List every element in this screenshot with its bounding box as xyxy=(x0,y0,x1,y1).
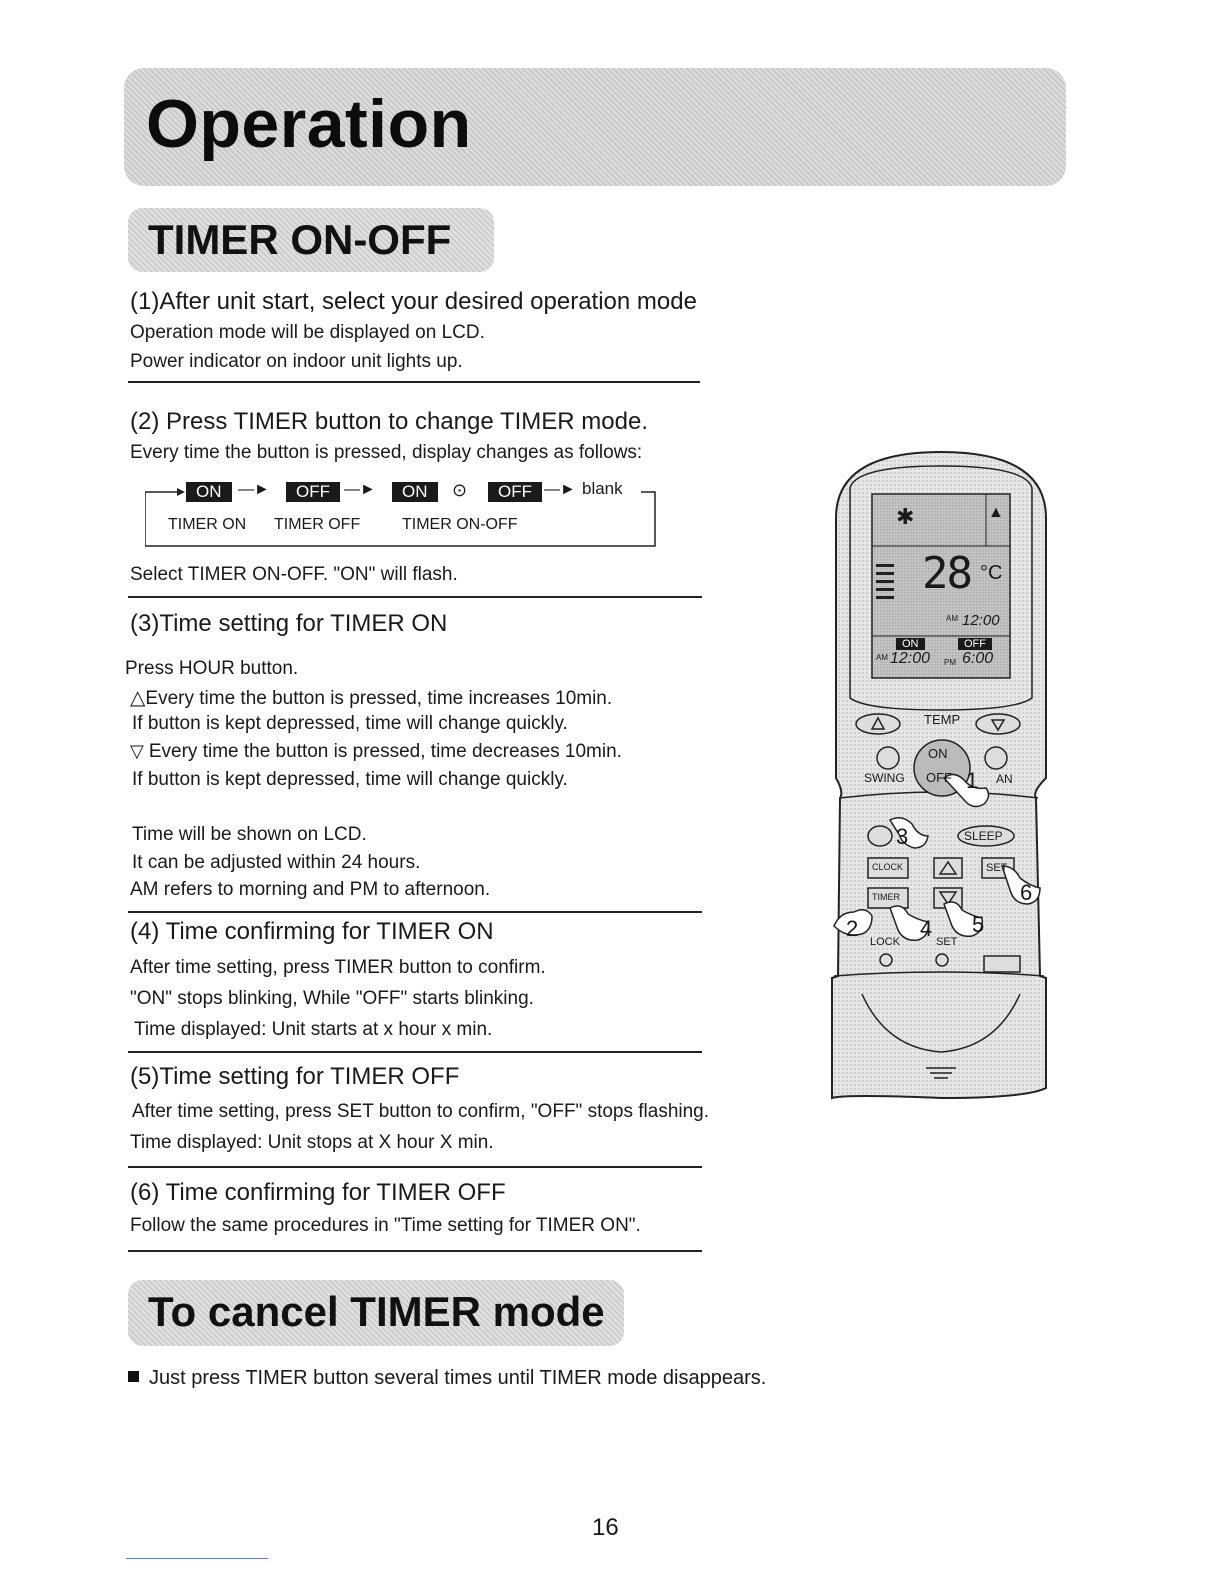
sleep-button-label: SLEEP xyxy=(964,829,1003,843)
step-2-line-1: Every time the button is pressed, display changes as follows: xyxy=(130,442,643,463)
step-4-line-1: After time setting, press TIMER button to confirm. xyxy=(130,957,546,978)
divider xyxy=(128,596,702,598)
temp-button-label: TEMP xyxy=(924,712,961,727)
lcd-clock: 12:00 xyxy=(962,612,1000,629)
section-title-timer: TIMER ON-OFF xyxy=(148,216,452,263)
fan-button-label: AN xyxy=(996,772,1013,786)
lcd-clock-prefix: AM xyxy=(946,614,958,623)
fan-icon: ✱ xyxy=(896,504,915,529)
step-5-line-1: After time setting, press SET button to confirm, "OFF" stops flashing. xyxy=(132,1101,710,1122)
lcd-on-time: 12:00 xyxy=(890,650,931,667)
clock-button-label: CLOCK xyxy=(872,862,904,872)
lcd-timer-off-label: OFF xyxy=(958,638,992,650)
lcd-off-prefix: PM xyxy=(944,658,956,667)
step-1-line-1: Operation mode will be displayed on LCD. xyxy=(130,322,485,343)
arrow-right-icon: —► xyxy=(544,481,576,498)
step-5-line-2: Time displayed: Unit stops at X hour X min. xyxy=(130,1132,494,1153)
reset-button-label: SET xyxy=(936,936,958,948)
step-1-heading: (1)After unit start, select your desired operation mode xyxy=(130,288,697,315)
on-button-label: ON xyxy=(928,746,948,761)
triangle-down-icon: ▽ xyxy=(130,741,149,761)
step-3-heading: (3)Time setting for TIMER ON xyxy=(130,610,448,637)
step-1-line-2: Power indicator on indoor unit lights up. xyxy=(130,351,463,372)
divider xyxy=(128,1166,702,1168)
arrow-right-icon: —► xyxy=(238,481,270,498)
signal-icon: ▲ xyxy=(988,504,1004,521)
callout-5: 5 xyxy=(972,912,985,937)
step-6-line-1: Follow the same procedures in "Time setting for TIMER ON". xyxy=(130,1215,641,1236)
timer-select-note: Select TIMER ON-OFF. "ON" will flash. xyxy=(130,564,458,585)
arrow-right-icon: —► xyxy=(344,481,376,498)
step-3-line-1: Press HOUR button. xyxy=(125,658,299,679)
page-title: Operation xyxy=(146,86,472,162)
cancel-instruction: Just press TIMER button several times until TIMER mode disappears. xyxy=(128,1367,766,1390)
lcd-off-time: 6:00 xyxy=(962,650,994,667)
divider xyxy=(128,911,702,913)
lcd-temperature: 28 xyxy=(922,548,971,599)
swing-button-label: SWING xyxy=(864,771,905,785)
step-3-line-7: It can be adjusted within 24 hours. xyxy=(132,852,421,873)
divider xyxy=(128,1051,702,1053)
footer-line xyxy=(126,1558,268,1559)
blank-label: blank xyxy=(582,479,623,498)
step-5-heading: (5)Time setting for TIMER OFF xyxy=(130,1063,460,1090)
remote-control-illustration xyxy=(826,448,1056,1108)
section-title-cancel: To cancel TIMER mode xyxy=(148,1288,605,1335)
step-4-line-3: Time displayed: Unit starts at x hour x min. xyxy=(134,1019,493,1040)
divider xyxy=(128,1250,702,1252)
lcd-on-prefix: AM xyxy=(876,653,888,662)
square-bullet-icon xyxy=(128,1371,139,1382)
set-button-label: SET xyxy=(986,862,1008,874)
lock-button-label: LOCK xyxy=(870,936,900,948)
step-4-line-2: "ON" stops blinking, While "OFF" starts blinking. xyxy=(130,988,534,1009)
clock-icon: ⊙ xyxy=(452,480,468,500)
page-number: 16 xyxy=(592,1514,619,1541)
lcd-off-indicator: OFF xyxy=(488,482,542,502)
callout-2: 2 xyxy=(846,916,859,941)
step-4-heading: (4) Time confirming for TIMER ON xyxy=(130,918,494,945)
lcd-temperature-unit: °C xyxy=(980,562,1003,584)
callout-1: 1 xyxy=(966,768,979,793)
lcd-timer-on-label: ON xyxy=(896,638,925,650)
divider xyxy=(128,381,700,383)
timer-on-off-label: TIMER ON-OFF xyxy=(402,516,518,533)
timer-button-label: TIMER xyxy=(872,892,900,902)
callout-3: 3 xyxy=(896,824,909,849)
lcd-on-indicator: ON xyxy=(392,482,438,502)
callout-6: 6 xyxy=(1020,880,1033,905)
lcd-on-indicator: ON xyxy=(186,482,232,502)
step-3-line-4: ▽ Every time the button is pressed, time decreases 10min. xyxy=(130,741,622,762)
off-button-label: OFF xyxy=(926,770,952,785)
callout-4: 4 xyxy=(920,916,933,941)
step-3-line-8: AM refers to morning and PM to afternoon. xyxy=(130,879,491,900)
lcd-off-indicator: OFF xyxy=(286,482,340,502)
step-3-line-6: Time will be shown on LCD. xyxy=(132,824,367,845)
timer-on-label: TIMER ON xyxy=(168,516,247,533)
step-3-line-3: If button is kept depressed, time will change quickly. xyxy=(132,713,568,734)
step-3-line-5: If button is kept depressed, time will change quickly. xyxy=(132,769,568,790)
step-6-heading: (6) Time confirming for TIMER OFF xyxy=(130,1179,506,1206)
triangle-up-icon: △ xyxy=(130,687,146,709)
timer-off-label: TIMER OFF xyxy=(274,516,361,533)
step-2-heading: (2) Press TIMER button to change TIMER mode. xyxy=(130,408,648,435)
step-3-line-2: △Every time the button is pressed, time increases 10min. xyxy=(130,687,613,709)
